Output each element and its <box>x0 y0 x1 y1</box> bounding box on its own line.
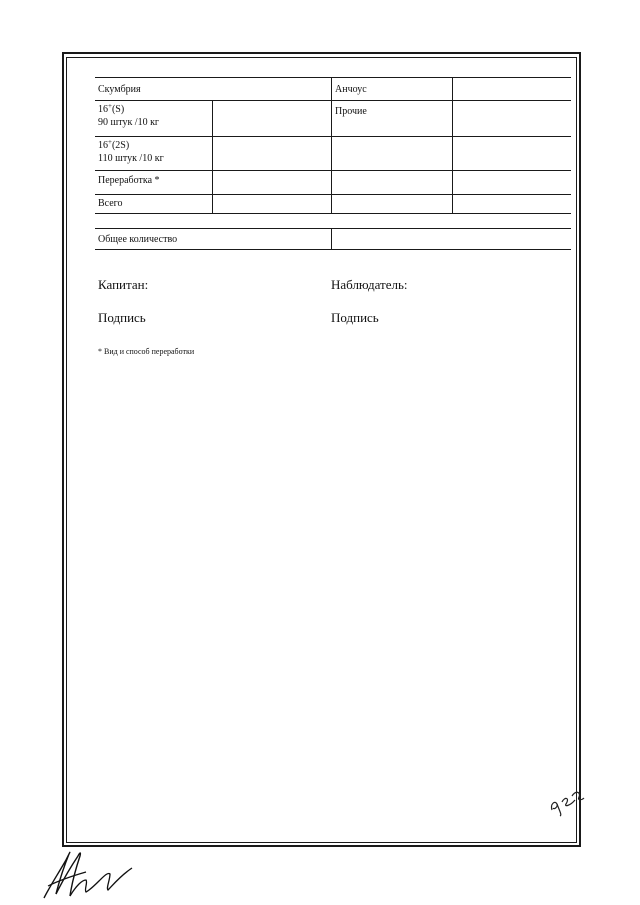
mackerel-header: Скумбрия <box>98 84 141 95</box>
table-rule <box>95 170 571 171</box>
table-rule <box>95 100 571 101</box>
observer-label: Наблюдатель: <box>331 277 408 292</box>
table-rule <box>212 100 213 213</box>
captain-signature-label: Подпись <box>98 310 146 325</box>
table-rule <box>95 228 571 229</box>
size-16-2s-number: 16 <box>98 140 108 151</box>
size-16s-plus: + <box>108 102 112 110</box>
handwritten-page-mark <box>548 786 586 818</box>
other-label: Прочие <box>335 106 367 117</box>
table-rule <box>95 213 571 214</box>
size-16-2s-count: 110 штук /10 кг <box>98 153 164 164</box>
handwritten-signature <box>40 846 140 902</box>
table-rule <box>331 228 332 249</box>
grand-total-label: Общее количество <box>98 234 178 245</box>
table-rule <box>95 249 571 250</box>
size-16-2s-label <box>98 140 129 151</box>
observer-signature-label: Подпись <box>331 310 379 325</box>
processing-footnote: * Вид и способ переработки <box>98 347 195 356</box>
size-16-2s-plus: + <box>108 138 112 146</box>
table-rule <box>95 136 571 137</box>
total-label: Всего <box>98 198 123 209</box>
size-16s-label <box>98 104 124 115</box>
processing-label: Переработка * <box>98 175 160 186</box>
anchovy-header: Анчоус <box>335 84 367 95</box>
size-16-2s-code: (2S) <box>111 140 130 151</box>
size-16s-number: 16 <box>98 104 108 115</box>
table-rule <box>95 194 571 195</box>
captain-label: Капитан: <box>98 277 149 292</box>
table-rule <box>452 77 453 213</box>
table-rule <box>95 77 571 78</box>
table-rule <box>331 77 332 213</box>
size-16s-code: (S) <box>111 104 125 115</box>
size-16s-count: 90 штук /10 кг <box>98 117 160 128</box>
